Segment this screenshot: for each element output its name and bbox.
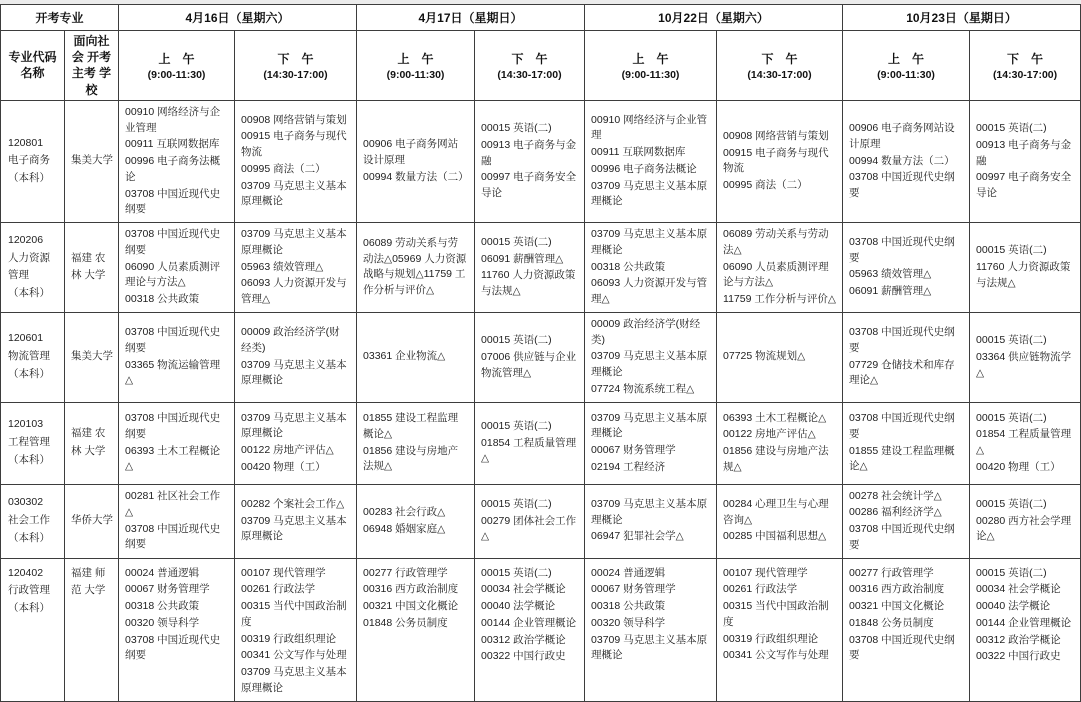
course-item: 00282 个案社会工作△	[241, 497, 345, 510]
major-name: 工程管理	[8, 436, 50, 449]
course-item: 03708 中国近现代史纲要	[125, 522, 221, 551]
course-item: 00341 公文写作与处理	[723, 649, 829, 662]
pm-label: 下 午	[511, 51, 548, 66]
course-item: 03708 中国近现代史纲要	[849, 235, 955, 264]
course-item: 05963 绩效管理△	[849, 268, 932, 281]
pm-time: (14:30-17:00)	[497, 68, 562, 81]
table-row	[1, 402, 1081, 484]
course-item: 00067 财务管理学	[591, 444, 676, 456]
pm-header-oct23	[970, 31, 1081, 101]
school-column-header: 面向社会 开考主考 学校	[65, 31, 119, 101]
course-item: 06948 婚姻家庭△	[363, 522, 446, 535]
pm-time: (14:30-17:00)	[992, 68, 1058, 81]
school-cell: 福建 农林 大学	[65, 223, 119, 313]
session-cell-apr17-pm	[475, 402, 585, 484]
course-item: 00420 物理（工）	[976, 460, 1061, 473]
pm-time: (14:30-17:00)	[263, 68, 328, 81]
course-item: 00285 中国福利思想△	[723, 530, 827, 543]
course-item: 03708 中国近现代史纲要	[849, 633, 955, 662]
course-item: 07729 仓储技术和库存理论△	[849, 358, 955, 387]
table-row	[1, 484, 1081, 558]
major-cell	[1, 402, 65, 484]
course-item: 00996 电子商务法概论	[591, 162, 697, 175]
course-item: 00321 中国文化概论	[849, 600, 945, 612]
course-item: 00910 网络经济与企业管理	[591, 113, 708, 142]
course-item: 00015 英语(二)	[976, 411, 1047, 424]
major-name: 行政管理	[8, 584, 50, 597]
major-code: 120402	[8, 566, 44, 579]
course-item: 00015 英语(二)	[481, 566, 552, 579]
course-item: 00015 英语(二)	[481, 497, 552, 510]
session-cell-oct22-pm	[717, 223, 843, 313]
am-time: (9:00-11:30)	[877, 68, 935, 81]
course-item: 00122 房地产评估△	[241, 444, 334, 456]
session-cell-oct22-pm	[717, 100, 843, 222]
session-cell-oct23-pm	[970, 402, 1081, 484]
session-cell-apr16-am	[119, 100, 235, 222]
course-item: 00312 政治学概论	[481, 633, 566, 646]
course-item: 03709 马克思主义基本原理概论	[241, 228, 347, 256]
course-item: 03708 中国近现代史纲要	[849, 523, 955, 551]
am-header-oct23	[843, 31, 970, 101]
course-item: 00321 中国文化概论	[363, 600, 459, 612]
course-item: 00997 电子商务安全导论	[976, 171, 1072, 199]
course-item: 00015 英语(二)	[976, 497, 1047, 510]
session-cell-apr16-pm	[235, 312, 357, 402]
session-cell-apr17-am	[357, 100, 475, 222]
course-item: 03708 中国近现代史纲要	[125, 228, 221, 256]
course-item: 00015 英语(二)	[481, 235, 552, 248]
course-item: 00281 社区社会工作△	[125, 490, 221, 518]
course-item: 11760 人力资源政策与法规△	[976, 261, 1071, 289]
course-item: 00318 公共政策	[125, 293, 200, 305]
course-item: 00318 公共政策	[125, 600, 200, 612]
course-item: 00107 现代管理学	[723, 566, 808, 579]
course-item: 00319 行政组织理论	[241, 632, 337, 645]
pm-label: 下 午	[277, 51, 314, 66]
course-item: 07006 供应链与企业物流管理△	[481, 350, 577, 379]
course-item: 00284 心理卫生与心理咨询△	[723, 497, 829, 526]
course-item: 07724 物流系统工程△	[591, 382, 695, 395]
course-item: 01854 工程质量管理△	[481, 436, 577, 465]
course-item: 00009 政治经济学(财经类)	[591, 317, 701, 346]
school-cell: 集美大学	[65, 312, 119, 402]
course-item: 00015 英语(二)	[976, 122, 1047, 134]
course-item: 00107 现代管理学	[241, 566, 326, 579]
session-cell-oct22-am	[585, 402, 717, 484]
course-item: 00279 团体社会工作△	[481, 514, 577, 543]
course-item: 00319 行政组织理论	[723, 632, 819, 645]
session-cell-apr16-am	[119, 402, 235, 484]
session-cell-apr16-pm	[235, 223, 357, 313]
session-cell-oct22-am	[585, 484, 717, 558]
session-cell-apr17-pm	[475, 484, 585, 558]
course-item: 00997 电子商务安全导论	[481, 171, 577, 199]
course-item: 00906 电子商务网站设计原理	[849, 122, 955, 150]
pm-label: 下 午	[1007, 51, 1044, 66]
course-item: 06091 薪酬管理△	[481, 252, 564, 265]
table-row	[1, 223, 1081, 313]
course-item: 00015 英语(二)	[976, 244, 1047, 257]
course-item: 00024 普通逻辑	[591, 566, 666, 579]
course-item: 00322 中国行政史	[976, 650, 1061, 663]
session-cell-apr16-pm	[235, 484, 357, 558]
session-cell-apr17-am	[357, 312, 475, 402]
date-header-oct23: 10月23日（星期日）	[843, 5, 1081, 31]
course-item: 00318 公共政策	[591, 600, 666, 612]
course-item: 00420 物理（工）	[241, 460, 326, 473]
table-row	[1, 558, 1081, 701]
am-label: 上 午	[632, 51, 669, 66]
am-label: 上 午	[158, 51, 195, 66]
session-cell-apr16-am	[119, 312, 235, 402]
session-cell-oct23-am	[843, 312, 970, 402]
course-item: 03708 中国近现代史纲要	[849, 326, 955, 354]
course-item: 11760 人力资源政策与法规△	[481, 269, 576, 298]
course-item: 00024 普通逻辑	[125, 566, 200, 579]
course-item: 00015 英语(二)	[481, 334, 552, 346]
course-item: 00261 行政法学	[241, 583, 316, 596]
course-item: 11759 工作分析与评价△	[723, 293, 836, 305]
course-item: 03709 马克思主义基本原理概论	[591, 350, 708, 378]
table-header	[1, 5, 1081, 101]
course-item: 00015 英语(二)	[976, 334, 1047, 346]
major-cell	[1, 100, 65, 222]
major-level: （本科）	[8, 453, 50, 466]
school-cell: 福建 师范 大学	[65, 558, 119, 701]
course-item: 00278 社会统计学△	[849, 489, 942, 502]
am-time: (9:00-11:30)	[386, 68, 445, 81]
course-item: 00915 电子商务与现代物流	[241, 130, 347, 159]
course-item: 05963 绩效管理△	[241, 260, 324, 273]
course-item: 00034 社会学概论	[976, 583, 1061, 596]
major-level: （本科）	[8, 172, 50, 185]
course-item: 03709 马克思主义基本原理概论	[241, 666, 347, 694]
session-cell-apr17-am	[357, 484, 475, 558]
course-item: 00318 公共政策	[591, 260, 666, 273]
course-item: 00015 英语(二)	[481, 122, 552, 134]
table-row	[1, 100, 1081, 222]
course-item: 03709 马克思主义基本原理概论	[241, 411, 347, 440]
course-item: 00341 公文写作与处理	[241, 649, 347, 662]
am-header-oct22	[585, 31, 717, 101]
course-item: 00277 行政管理学	[363, 566, 448, 579]
major-name: 社会工作	[8, 514, 50, 527]
major-code: 030302	[8, 496, 44, 509]
course-item: 01855 建设工程监理概论△	[849, 444, 955, 473]
course-item: 00009 政治经济学(财经类)	[241, 326, 340, 354]
am-time: (9:00-11:30)	[621, 68, 680, 81]
course-item: 00994 数量方法（二）	[363, 170, 469, 183]
date-header-apr17: 4月17日（星期日）	[357, 5, 585, 31]
course-item: 03708 中国近现代史纲要	[125, 326, 221, 354]
session-cell-apr17-am	[357, 223, 475, 313]
course-item: 00995 商法（二）	[241, 162, 326, 175]
course-item: 03709 马克思主义基本原理概论	[241, 179, 347, 208]
session-cell-oct22-pm	[717, 312, 843, 402]
session-cell-apr16-am	[119, 223, 235, 313]
course-item: 00320 领导科学	[125, 616, 200, 629]
date-header-row	[1, 5, 1081, 31]
session-cell-oct22-pm	[717, 402, 843, 484]
major-cell	[1, 223, 65, 313]
major-code: 120801	[8, 136, 44, 149]
course-item: 01848 公务员制度	[849, 616, 934, 629]
am-label: 上 午	[397, 51, 434, 66]
course-item: 03708 中国近现代史纲要	[125, 412, 221, 440]
course-item: 01856 建设与房地产法规△	[723, 445, 829, 473]
major-cell	[1, 558, 65, 701]
course-item: 00316 西方政治制度	[363, 583, 459, 596]
major-column-header: 专业代码 名称	[1, 31, 65, 101]
course-item: 06393 土木工程概论△	[125, 444, 221, 473]
session-cell-oct23-pm	[970, 312, 1081, 402]
pm-header-apr17	[475, 31, 585, 101]
major-level: （本科）	[8, 531, 50, 544]
course-item: 01856 建设与房地产法规△	[363, 444, 459, 473]
course-item: 03709 马克思主义基本原理概论	[591, 228, 708, 256]
course-item: 00144 企业管理概论	[481, 616, 577, 629]
course-item: 00911 互联网数据库	[125, 138, 220, 151]
course-item: 03708 中国近现代史纲要	[849, 171, 955, 199]
am-label: 上 午	[888, 51, 925, 66]
course-item: 07725 物流规划△	[723, 350, 806, 363]
course-item: 06393 土木工程概论△	[723, 411, 827, 424]
major-name: 物流管理	[8, 350, 50, 363]
exam-schedule-table	[0, 4, 1081, 702]
major-cell	[1, 312, 65, 402]
major-code: 120206	[8, 233, 44, 246]
session-cell-apr16-am	[119, 558, 235, 701]
session-cell-oct23-am	[843, 223, 970, 313]
course-item: 00040 法学概论	[976, 600, 1051, 612]
course-item: 00015 英语(二)	[976, 566, 1047, 579]
session-cell-apr16-pm	[235, 402, 357, 484]
course-item: 03365 物流运输管理△	[125, 358, 221, 387]
session-cell-oct23-pm	[970, 100, 1081, 222]
corner-header: 开考专业	[1, 5, 119, 31]
course-item: 00067 财务管理学	[591, 583, 676, 596]
major-name: 电子商务	[8, 154, 50, 167]
session-cell-oct22-am	[585, 558, 717, 701]
session-cell-oct23-pm	[970, 223, 1081, 313]
session-cell-oct22-pm	[717, 558, 843, 701]
school-cell: 华侨大学	[65, 484, 119, 558]
major-level: （本科）	[8, 368, 50, 381]
am-time: (9:00-11:30)	[147, 68, 206, 81]
session-cell-apr17-pm	[475, 558, 585, 701]
major-level: （本科）	[8, 602, 50, 615]
course-item: 00067 财务管理学	[125, 583, 210, 596]
major-cell	[1, 484, 65, 558]
course-item: 03709 马克思主义基本原理概论	[591, 179, 708, 208]
course-item: 00315 当代中国政治制度	[723, 600, 829, 628]
course-item: 00312 政治学概论	[976, 633, 1061, 646]
course-item: 00322 中国行政史	[481, 650, 566, 663]
session-cell-apr16-pm	[235, 100, 357, 222]
course-item: 03708 中国近现代史纲要	[125, 187, 221, 216]
session-cell-oct23-am	[843, 402, 970, 484]
session-cell-oct22-am	[585, 223, 717, 313]
session-cell-oct22-am	[585, 312, 717, 402]
session-cell-apr17-pm	[475, 100, 585, 222]
session-header-row	[1, 31, 1081, 101]
course-item: 03709 马克思主义基本原理概论	[241, 358, 347, 387]
course-item: 02194 工程经济	[591, 460, 666, 473]
session-cell-apr16-pm	[235, 558, 357, 701]
course-item: 00908 网络营销与策划	[723, 129, 829, 142]
session-cell-oct23-am	[843, 558, 970, 701]
course-item: 00320 领导科学	[591, 616, 666, 629]
course-item: 06947 犯罪社会学△	[591, 530, 684, 543]
pm-header-oct22	[717, 31, 843, 101]
course-item: 06089 劳动关系与劳动法△05969 人力资源战略与规划△11759 工作分析与评价△	[363, 236, 467, 297]
course-item: 06091 薪酬管理△	[849, 285, 932, 298]
course-item: 06093 人力资源开发与管理△	[241, 277, 347, 305]
course-item: 00315 当代中国政治制度	[241, 600, 347, 628]
major-code: 120103	[8, 418, 44, 431]
pm-time: (14:30-17:00)	[747, 68, 812, 81]
course-item: 00906 电子商务网站设计原理	[363, 138, 459, 166]
date-header-oct22: 10月22日（星期六）	[585, 5, 843, 31]
session-cell-oct23-am	[843, 484, 970, 558]
course-item: 00995 商法（二）	[723, 179, 808, 192]
course-item: 03709 马克思主义基本原理概论	[241, 514, 347, 543]
course-item: 01854 工程质量管理△	[976, 428, 1072, 456]
course-item: 00277 行政管理学	[849, 566, 934, 579]
course-item: 00122 房地产评估△	[723, 428, 816, 441]
course-item: 00911 互联网数据库	[591, 146, 686, 159]
session-cell-oct22-am	[585, 100, 717, 222]
course-item: 00286 福利经济学△	[849, 506, 942, 519]
course-item: 03364 供应链物流学△	[976, 350, 1072, 379]
course-item: 06089 劳动关系与劳动法△	[723, 228, 829, 256]
exam-schedule-page	[0, 4, 1080, 694]
major-code: 120601	[8, 332, 44, 345]
course-item: 03708 中国近现代史纲要	[849, 412, 955, 440]
course-item: 00144 企业管理概论	[976, 616, 1072, 629]
session-cell-oct23-pm	[970, 484, 1081, 558]
session-cell-apr17-am	[357, 402, 475, 484]
school-cell: 福建 农林 大学	[65, 402, 119, 484]
course-item: 00910 网络经济与企业管理	[125, 105, 221, 134]
course-item: 00040 法学概论	[481, 600, 556, 612]
course-item: 00913 电子商务与金融	[481, 138, 577, 167]
course-item: 03708 中国近现代史纲要	[125, 633, 221, 662]
table-row	[1, 312, 1081, 402]
course-item: 00915 电子商务与现代物流	[723, 146, 829, 175]
am-header-apr17	[357, 31, 475, 101]
course-item: 00908 网络营销与策划	[241, 113, 347, 126]
schedule-body	[1, 100, 1081, 701]
course-item: 00280 西方社会学理论△	[976, 514, 1072, 543]
course-item: 00015 英语(二)	[481, 419, 552, 432]
course-item: 01855 建设工程监理概论△	[363, 412, 459, 440]
course-item: 03709 马克思主义基本原理概论	[591, 633, 708, 662]
session-cell-apr17-pm	[475, 223, 585, 313]
session-cell-oct22-pm	[717, 484, 843, 558]
course-item: 03709 马克思主义基本原理概论	[591, 411, 708, 440]
course-item: 00316 西方政治制度	[849, 583, 945, 596]
date-header-apr16: 4月16日（星期六）	[119, 5, 357, 31]
course-item: 06090 人员素质测评理论与方法△	[723, 260, 829, 289]
session-cell-oct23-am	[843, 100, 970, 222]
course-item: 00283 社会行政△	[363, 505, 446, 518]
course-item: 00034 社会学概论	[481, 583, 566, 596]
session-cell-apr17-pm	[475, 312, 585, 402]
pm-label: 下 午	[761, 51, 798, 66]
course-item: 03361 企业物流△	[363, 350, 446, 363]
course-item: 00994 数量方法（二）	[849, 154, 955, 167]
course-item: 06090 人员素质测评理论与方法△	[125, 260, 221, 289]
major-level: （本科）	[8, 287, 50, 300]
course-item: 00913 电子商务与金融	[976, 138, 1072, 167]
course-item: 01848 公务员制度	[363, 616, 448, 629]
school-cell: 集美大学	[65, 100, 119, 222]
session-cell-apr17-am	[357, 558, 475, 701]
session-cell-oct23-pm	[970, 558, 1081, 701]
course-item: 00996 电子商务法概论	[125, 155, 221, 183]
course-item: 03709 马克思主义基本原理概论	[591, 497, 708, 526]
course-item: 06093 人力资源开发与管理△	[591, 277, 708, 305]
am-header-apr16	[119, 31, 235, 101]
major-name: 人力资源管理	[8, 251, 50, 282]
pm-header-apr16	[235, 31, 357, 101]
session-cell-apr16-am	[119, 484, 235, 558]
course-item: 00261 行政法学	[723, 583, 798, 596]
